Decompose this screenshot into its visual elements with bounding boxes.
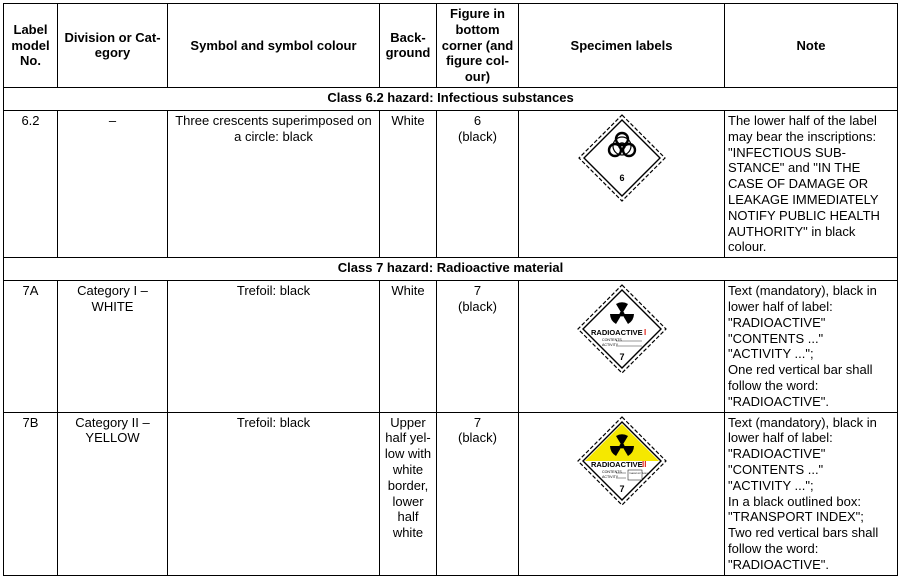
cell-symbol: Three crescents superimposed on a circle: black (168, 110, 380, 257)
header-division: Division or Cat-egory (58, 4, 168, 88)
section-row (4, 258, 898, 281)
label-activity: ACTIVITY (601, 343, 618, 348)
label-class-number: 7 (618, 483, 625, 494)
cell-division: Category II – YELLOW (58, 412, 168, 575)
header-note: Note (725, 4, 898, 88)
header-row (4, 4, 898, 88)
cell-model: 7B (4, 412, 58, 575)
label-radioactive-text: RADIOACTIVE (590, 459, 643, 469)
cell-background: Upper half yel-low with white border, lower half white (380, 412, 437, 575)
label-table (3, 3, 898, 576)
cell-model: 6.2 (4, 110, 58, 257)
section-title-6-2: Class 6.2 hazard: Infectious substances (4, 87, 898, 110)
cell-figure: 6 (black) (437, 110, 519, 257)
cell-note: The lower half of the label may bear the inscriptions: "INFECTIOUS SUB-STANCE" and "IN THE CASE OF DAMAGE OR LEAKAGE IMMEDIATELY NOTIFY PUBLIC HEALTH AUTHORITY" in black colour. (725, 110, 898, 257)
cell-division: Category I – WHITE (58, 281, 168, 412)
label-contents: CONTENTS (601, 338, 622, 343)
section-row (4, 87, 898, 110)
header-label-model: Label model No. (4, 4, 58, 88)
cell-symbol: Trefoil: black (168, 412, 380, 575)
cell-division: – (58, 110, 168, 257)
label-class-number: 7 (618, 352, 625, 363)
transport-index-box (628, 470, 642, 480)
header-figure: Figure in bottom corner (and figure col-our) (437, 4, 519, 88)
radioactive-yellow-label-icon (576, 415, 668, 507)
table-row (4, 412, 898, 575)
label-red-bars: II (641, 459, 646, 469)
cell-figure: 7 (black) (437, 412, 519, 575)
label-contents: CONTENTS (601, 469, 622, 474)
specimen-label-7a (519, 281, 725, 412)
cell-background: White (380, 281, 437, 412)
label-activity: ACTIVITY (601, 474, 618, 479)
specimen-label-7b (519, 412, 725, 575)
label-class-number: 6 (618, 172, 625, 183)
table-row (4, 110, 898, 257)
cell-note: Text (mandatory), black in lower half of label: "RADIOACTIVE" "CONTENTS ..." "ACTIVITY ..."; In a black outlined box: "TRANSPORT INDEX"; Two red vertical bars shall follow the word: "RADIOACTIVE". (725, 412, 898, 575)
section-title-7: Class 7 hazard: Radioactive material (4, 258, 898, 281)
cell-symbol: Trefoil: black (168, 281, 380, 412)
cell-figure: 7 (black) (437, 281, 519, 412)
table-row (4, 281, 898, 412)
header-symbol: Symbol and symbol colour (168, 4, 380, 88)
label-red-bar: I (643, 328, 646, 338)
header-specimen: Specimen labels (519, 4, 725, 88)
header-background: Back-ground (380, 4, 437, 88)
specimen-label-6-2 (519, 110, 725, 257)
label-radioactive-text: RADIOACTIVE (590, 328, 643, 338)
infectious-substance-label-icon (577, 113, 667, 203)
cell-note: Text (mandatory), black in lower half of label: "RADIOACTIVE" "CONTENTS ..." "ACTIVITY ..."; One red vertical bar shall follow the word: "RADIOACTIVE". (725, 281, 898, 412)
cell-model: 7A (4, 281, 58, 412)
radioactive-white-label-icon (576, 283, 668, 375)
label-transport-index: TRANSPORT INDEX (628, 472, 648, 475)
cell-background: White (380, 110, 437, 257)
